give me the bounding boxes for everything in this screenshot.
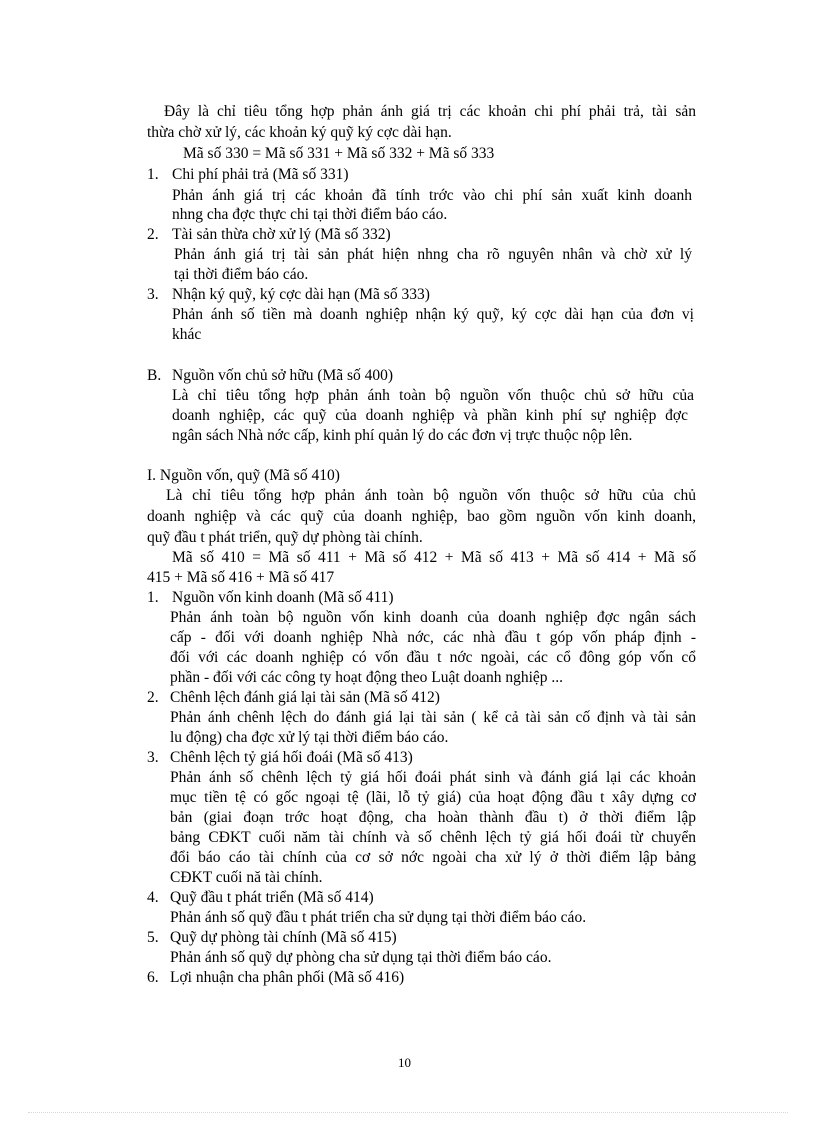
list-item-title: Chênh lệch tỷ giá hối đoái (Mã số 413) (170, 749, 413, 766)
list-item-text: Phản ánh số quỹ dự phòng cha sử dụng tại thời điểm báo cáo. (170, 949, 552, 966)
section-text: quỹ đầu t phát triển, quỹ dự phòng tài chính. (147, 529, 423, 546)
list-item-text: phần - đối với các công ty hoạt động theo Luật doanh nghiệp ... (170, 669, 564, 686)
list-item-text: Phản ánh chênh lệch do đánh giá lại tài sản ( kể cả tài sản cố định và tài sản (170, 709, 696, 726)
list-item-text: mục tiền tệ có gốc ngoại tệ (lãi, lỗ tỷ giá) của hoạt động đầu t xây dựng cơ (170, 789, 696, 806)
list-number: 2. (147, 689, 159, 706)
list-item-text: bảng CĐKT cuối năm tài chính và số chênh lệch tỷ giá hối đoái từ chuyển (170, 829, 696, 846)
section-title: I. Nguồn vốn, quỹ (Mã số 410) (147, 467, 340, 484)
section-text: doanh nghiệp và các quỹ của doanh nghiệp, bao gồm nguồn vốn kinh doanh, (147, 508, 696, 525)
list-item-text: Phản ánh toàn bộ nguồn vốn kinh doanh của doanh nghiệp đợc ngân sách (170, 609, 696, 626)
list-item-text: nhng cha đợc thực chi tại thời điểm báo cáo. (172, 206, 448, 223)
list-number: 3. (147, 749, 159, 766)
section-text: Là chỉ tiêu tổng hợp phản ánh toàn bộ nguồn vốn thuộc sở hữu của chủ (166, 487, 696, 504)
list-item-text: Phản ánh giá trị các khoản đã tính trớc vào chi phí sản xuất kinh doanh (172, 187, 692, 204)
list-number: 4. (147, 889, 159, 906)
list-item-text: đổi báo cáo tài chính của cơ sở nớc ngoài cha xử lý ở thời điểm lập bảng (170, 849, 696, 866)
section-label: B. (147, 367, 162, 384)
list-number: 5. (147, 929, 159, 946)
formula-410: Mã số 410 = Mã số 411 + Mã số 412 + Mã số 413 + Mã số 414 + Mã số (172, 549, 696, 566)
formula-410-continued: 415 + Mã số 416 + Mã số 417 (147, 569, 335, 586)
list-number: 3. (147, 286, 159, 303)
list-item-title: Quỹ đầu t phát triển (Mã số 414) (170, 889, 374, 906)
list-item-text: đối với các doanh nghiệp có vốn đầu t nớc ngoài, các cổ đông góp vốn cổ (170, 649, 696, 666)
list-item-text: CĐKT cuối nă tài chính. (170, 869, 323, 886)
list-item-text: Phản ánh số tiền mà doanh nghiệp nhận ký quỹ, ký cợc dài hạn của đơn vị (172, 306, 694, 323)
list-item-title: Chênh lệch đánh giá lại tài sản (Mã số 412) (170, 689, 440, 706)
list-item-text: khác (172, 326, 202, 343)
list-number: 1. (147, 166, 159, 183)
list-number: 2. (147, 226, 159, 243)
list-item-title: Lợi nhuận cha phân phối (Mã số 416) (170, 969, 405, 986)
section-text: doanh nghiệp, các quỹ của doanh nghiệp và phần kinh phí sự nghiệp đợc (172, 407, 688, 424)
list-item-text: tại thời điểm báo cáo. (174, 266, 309, 283)
list-item-text: bản (giai đoạn trớc hoạt động, cha hoàn thành đầu t) ở thời điểm lập (170, 809, 696, 826)
list-item-title: Nguồn vốn kinh doanh (Mã số 411) (172, 589, 394, 606)
list-item-text: Phản ánh số chênh lệch tỷ giá hối đoái phát sinh và đánh giá lại các khoản (170, 769, 696, 786)
formula-330: Mã số 330 = Mã số 331 + Mã số 332 + Mã số 333 (183, 145, 495, 162)
list-item-title: Nhận ký quỹ, ký cợc dài hạn (Mã số 333) (172, 286, 430, 303)
list-number: 1. (147, 589, 159, 606)
list-item-title: Tài sản thừa chờ xử lý (Mã số 332) (172, 226, 391, 243)
list-number: 6. (147, 969, 159, 986)
list-item-title: Chi phí phải trả (Mã số 331) (172, 166, 349, 183)
list-item-text: Phản ánh giá trị tài sản phát hiện nhng cha rõ nguyên nhân và chờ xử lý (174, 246, 692, 263)
list-item-text: lu động) cha đợc xử lý tại thời điểm báo cáo. (170, 729, 449, 746)
section-text: ngân sách Nhà nớc cấp, kinh phí quản lý do các đơn vị trực thuộc nộp lên. (172, 427, 633, 444)
list-item-text: Phản ánh số quỹ đầu t phát triển cha sử dụng tại thời điểm báo cáo. (170, 909, 587, 926)
intro-paragraph-line: thừa chờ xử lý, các khoản ký quỹ ký cợc dài hạn. (147, 124, 452, 141)
list-item-title: Quỹ dự phòng tài chính (Mã số 415) (170, 929, 397, 946)
section-text: Là chỉ tiêu tổng hợp phản ánh toàn bộ nguồn vốn thuộc chủ sở hữu của (172, 387, 694, 404)
page-bottom-divider (28, 1112, 788, 1113)
page-number: 10 (398, 1055, 411, 1070)
section-title: Nguồn vốn chủ sở hữu (Mã số 400) (172, 367, 394, 384)
list-item-text: cấp - đối với doanh nghiệp Nhà nớc, các nhà đầu t góp vốn pháp định - (170, 629, 696, 646)
intro-paragraph-line: Đây là chỉ tiêu tổng hợp phản ánh giá trị các khoản chi phí phải trả, tài sản (164, 103, 696, 120)
